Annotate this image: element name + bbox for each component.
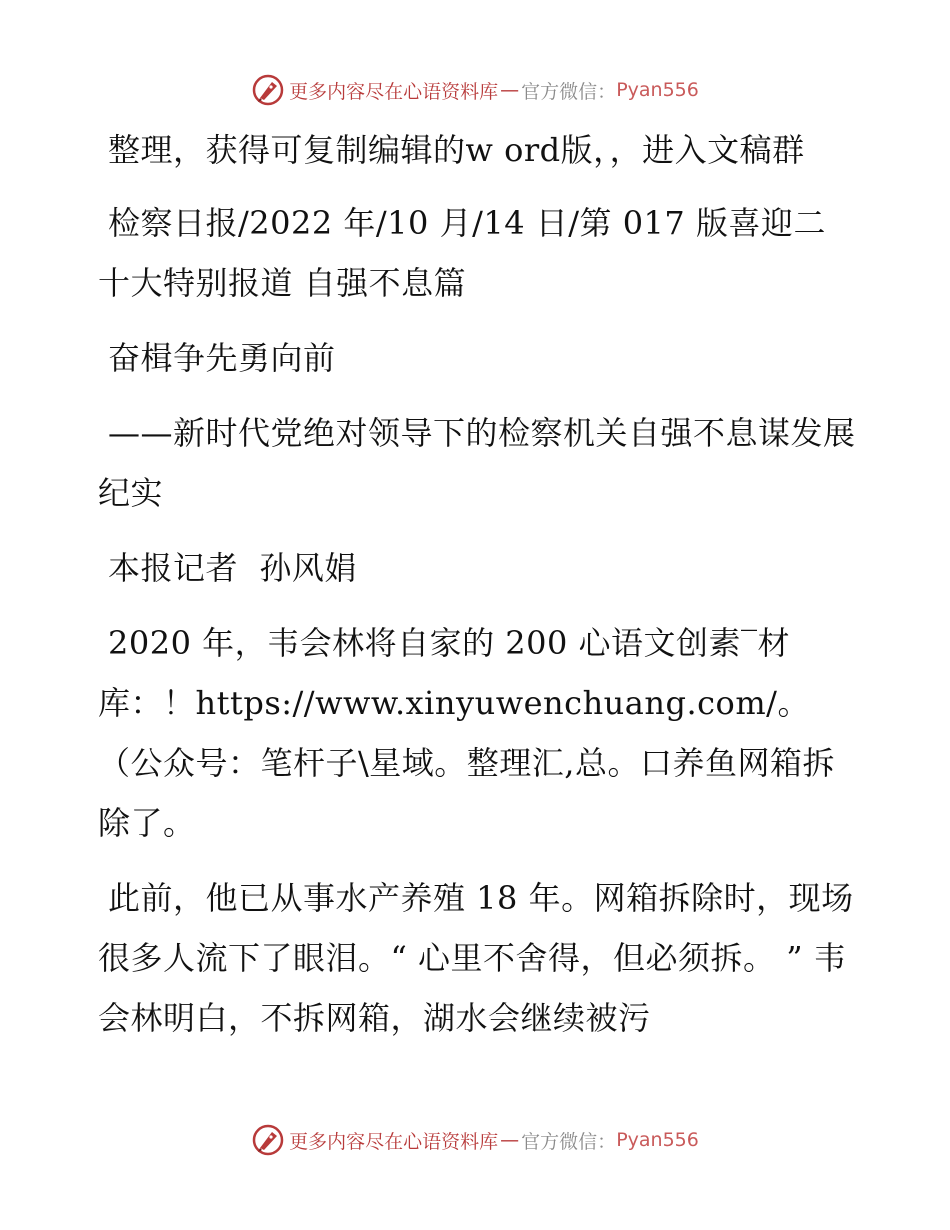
footer-banner xyxy=(0,1120,950,1160)
article-title: 奋楫争先勇向前 xyxy=(108,339,336,377)
article-subtitle: ——新时代党绝对领导下的检察机关自强不息谋发展纪实 xyxy=(98,414,856,512)
banner-brand-text: 更多内容尽在心语资料库 xyxy=(289,1130,499,1153)
banner-wechat-id: Pyan556 xyxy=(616,79,699,101)
paragraph-intro: 整理，获得可复制编辑的w ord版，，进入文稿群 xyxy=(108,131,805,169)
banner-brand-text: 更多内容尽在心语资料库 xyxy=(289,80,499,103)
document-body xyxy=(98,120,858,1063)
paragraph-body-2: 此前，他已从事水产养殖 18 年。网箱拆除时，现场很多人流下了眼泪。“ 心里不舍得，但必须拆。 ” 韦会林明白，不拆网箱，湖水会继续被污 xyxy=(98,879,854,1037)
banner-official-label: 官方微信： xyxy=(521,80,617,103)
banner-official-label: 官方微信： xyxy=(521,1130,617,1153)
article-byline: 本报记者 孙风娟 xyxy=(108,549,357,587)
banner-dash: — xyxy=(500,79,520,101)
paragraph-source: 检察日报/2022 年/10 月/14 日/第 017 版喜迎二十大特别报道 自强不息篇 xyxy=(98,204,826,302)
pen-nib-logo-icon xyxy=(251,73,285,107)
paragraph-body-1: 2020 年，韦会林将自家的 200 心语文创素‾材库：！https://www.xinyuwenchuang.com/。（公众号：笔杆子\星域。整理汇,总。口养鱼网箱拆除了。 xyxy=(98,624,835,842)
banner-dash: — xyxy=(500,1129,520,1151)
banner-wechat-id: Pyan556 xyxy=(616,1129,699,1151)
pen-nib-logo-icon xyxy=(251,1123,285,1157)
header-banner xyxy=(0,70,950,110)
